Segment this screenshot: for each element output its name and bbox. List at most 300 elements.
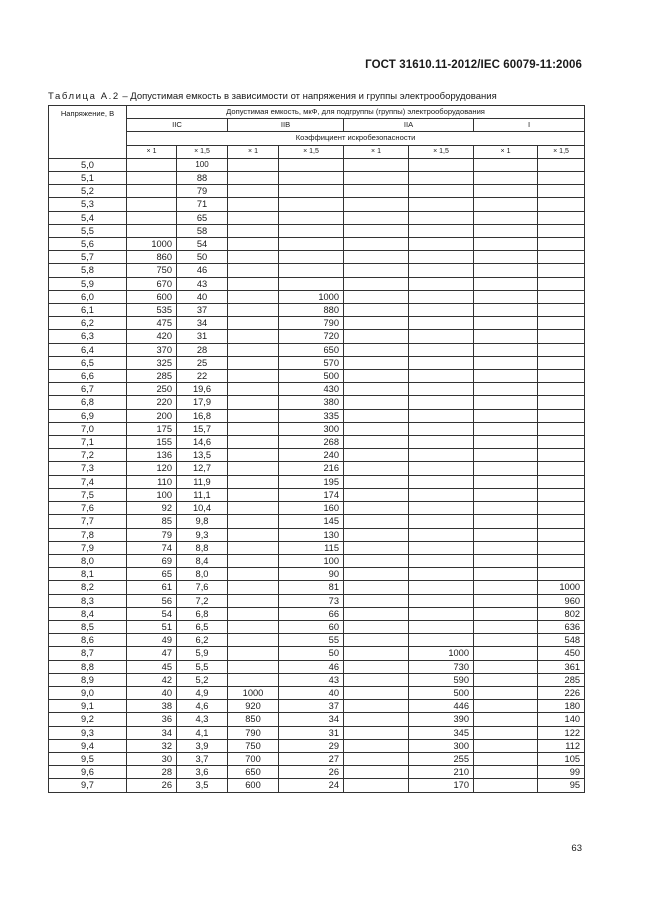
i-x15-cell: 140 bbox=[538, 713, 585, 726]
table-row bbox=[49, 304, 585, 317]
i-x15-cell bbox=[538, 554, 585, 567]
group-header-iic: IIC bbox=[127, 119, 228, 132]
iib-x1-cell: 600 bbox=[228, 779, 279, 792]
voltage-cell: 6,2 bbox=[49, 317, 127, 330]
iia-x15-cell bbox=[409, 330, 474, 343]
voltage-cell: 7,0 bbox=[49, 422, 127, 435]
table-row bbox=[49, 370, 585, 383]
i-x15-cell bbox=[538, 330, 585, 343]
iic-x15-cell: 5,9 bbox=[177, 647, 228, 660]
voltage-cell: 9,2 bbox=[49, 713, 127, 726]
table-row bbox=[49, 343, 585, 356]
iib-x1-cell bbox=[228, 620, 279, 633]
iic-x15-cell: 15,7 bbox=[177, 422, 228, 435]
iic-x1-cell bbox=[127, 172, 177, 185]
i-x15-cell: 180 bbox=[538, 700, 585, 713]
iib-x1-cell bbox=[228, 436, 279, 449]
table-row bbox=[49, 713, 585, 726]
iib-x1-cell bbox=[228, 356, 279, 369]
iia-x15-cell bbox=[409, 436, 474, 449]
iic-x15-cell: 3,6 bbox=[177, 766, 228, 779]
i-x1-cell bbox=[474, 739, 538, 752]
voltage-cell: 5,3 bbox=[49, 198, 127, 211]
iib-x15-cell: 650 bbox=[279, 343, 344, 356]
voltage-cell: 6,3 bbox=[49, 330, 127, 343]
iia-x1-cell bbox=[344, 528, 409, 541]
iia-x1-cell bbox=[344, 739, 409, 752]
voltage-cell: 9,0 bbox=[49, 686, 127, 699]
iic-x15-cell: 46 bbox=[177, 264, 228, 277]
iib-x15-cell: 880 bbox=[279, 304, 344, 317]
iib-x1-cell bbox=[228, 528, 279, 541]
iib-x15-cell: 115 bbox=[279, 541, 344, 554]
i-x1-cell bbox=[474, 488, 538, 501]
iia-x1-cell bbox=[344, 766, 409, 779]
table-header-factor bbox=[49, 132, 585, 145]
iia-x15-cell bbox=[409, 568, 474, 581]
iic-x15-cell: 11,1 bbox=[177, 488, 228, 501]
factor-header: Коэффициент искробезопасности bbox=[127, 132, 585, 145]
iia-x15-cell: 500 bbox=[409, 686, 474, 699]
iia-x15-cell: 1000 bbox=[409, 647, 474, 660]
voltage-cell: 7,2 bbox=[49, 449, 127, 462]
i-x15-cell bbox=[538, 383, 585, 396]
iib-x15-cell: 720 bbox=[279, 330, 344, 343]
i-x1-cell bbox=[474, 211, 538, 224]
iic-x1-cell bbox=[127, 224, 177, 237]
iib-x1-cell bbox=[228, 290, 279, 303]
iib-x1-cell bbox=[228, 224, 279, 237]
iia-x1-cell bbox=[344, 488, 409, 501]
iia-x1-cell bbox=[344, 660, 409, 673]
iia-x1-cell bbox=[344, 686, 409, 699]
iic-x1-cell: 65 bbox=[127, 568, 177, 581]
iia-x1-cell bbox=[344, 238, 409, 251]
iia-x15-cell: 345 bbox=[409, 726, 474, 739]
iic-x1-cell: 120 bbox=[127, 462, 177, 475]
table-row bbox=[49, 607, 585, 620]
iic-x1-cell bbox=[127, 211, 177, 224]
iic-x1-cell: 860 bbox=[127, 251, 177, 264]
iia-x15-cell: 446 bbox=[409, 700, 474, 713]
iia-x1-cell bbox=[344, 594, 409, 607]
iib-x15-cell: 90 bbox=[279, 568, 344, 581]
iic-x15-cell: 8,4 bbox=[177, 554, 228, 567]
iic-x1-cell: 28 bbox=[127, 766, 177, 779]
voltage-cell: 8,7 bbox=[49, 647, 127, 660]
iia-x15-cell bbox=[409, 185, 474, 198]
table-row bbox=[49, 700, 585, 713]
voltage-cell: 7,4 bbox=[49, 475, 127, 488]
i-x15-cell bbox=[538, 290, 585, 303]
iic-x15-cell: 40 bbox=[177, 290, 228, 303]
voltage-cell: 9,6 bbox=[49, 766, 127, 779]
i-x15-cell bbox=[538, 475, 585, 488]
i-x15-cell bbox=[538, 568, 585, 581]
iic-x1-cell: 100 bbox=[127, 488, 177, 501]
iic-x1-cell: 56 bbox=[127, 594, 177, 607]
iib-x1-cell bbox=[228, 660, 279, 673]
i-x1-cell bbox=[474, 304, 538, 317]
i-x1-cell bbox=[474, 594, 538, 607]
iic-x1-cell: 45 bbox=[127, 660, 177, 673]
iic-x15-cell: 16,8 bbox=[177, 409, 228, 422]
table-row bbox=[49, 620, 585, 633]
table-row bbox=[49, 251, 585, 264]
iib-x15-cell: 37 bbox=[279, 700, 344, 713]
table-row bbox=[49, 290, 585, 303]
i-x1-cell bbox=[474, 383, 538, 396]
iib-x1-cell bbox=[228, 238, 279, 251]
i-x1-cell bbox=[474, 515, 538, 528]
table-row bbox=[49, 277, 585, 290]
i-x1-cell bbox=[474, 554, 538, 567]
iic-x15-cell: 34 bbox=[177, 317, 228, 330]
i-x15-cell: 802 bbox=[538, 607, 585, 620]
i-x15-cell bbox=[538, 541, 585, 554]
iic-x1-cell: 74 bbox=[127, 541, 177, 554]
i-x15-cell: 112 bbox=[538, 739, 585, 752]
i-x1-cell bbox=[474, 422, 538, 435]
i-x15-cell bbox=[538, 251, 585, 264]
voltage-cell: 7,5 bbox=[49, 488, 127, 501]
voltage-cell: 9,7 bbox=[49, 779, 127, 792]
voltage-cell: 5,7 bbox=[49, 251, 127, 264]
iib-x15-cell bbox=[279, 224, 344, 237]
iic-x15-cell: 8,8 bbox=[177, 541, 228, 554]
table-row bbox=[49, 224, 585, 237]
iic-x15-cell: 71 bbox=[177, 198, 228, 211]
iia-x1-cell bbox=[344, 422, 409, 435]
iic-x1-cell: 79 bbox=[127, 528, 177, 541]
iic-x15-cell: 37 bbox=[177, 304, 228, 317]
iia-x1-cell bbox=[344, 343, 409, 356]
iia-x15-cell bbox=[409, 502, 474, 515]
i-x1-cell bbox=[474, 264, 538, 277]
iia-x1-cell bbox=[344, 634, 409, 647]
i-x1-cell bbox=[474, 436, 538, 449]
i-x15-cell: 548 bbox=[538, 634, 585, 647]
iia-x1-cell bbox=[344, 475, 409, 488]
iib-x1-cell bbox=[228, 462, 279, 475]
iib-x15-cell: 145 bbox=[279, 515, 344, 528]
table-row bbox=[49, 475, 585, 488]
voltage-cell: 7,7 bbox=[49, 515, 127, 528]
voltage-cell: 5,6 bbox=[49, 238, 127, 251]
iic-x1-cell: 475 bbox=[127, 317, 177, 330]
i-x1-cell bbox=[474, 779, 538, 792]
table-body bbox=[49, 158, 585, 792]
table-header-groups bbox=[49, 119, 585, 132]
iib-x1-cell bbox=[228, 673, 279, 686]
iia-x15-cell bbox=[409, 370, 474, 383]
iic-x1-cell: 535 bbox=[127, 304, 177, 317]
iic-x15-cell: 43 bbox=[177, 277, 228, 290]
iia-x1-cell bbox=[344, 158, 409, 171]
table-row bbox=[49, 264, 585, 277]
iia-x1-cell bbox=[344, 554, 409, 567]
i-x1-cell bbox=[474, 502, 538, 515]
iib-x15-cell bbox=[279, 251, 344, 264]
iib-x15-cell: 50 bbox=[279, 647, 344, 660]
voltage-cell: 5,9 bbox=[49, 277, 127, 290]
iia-x15-cell bbox=[409, 488, 474, 501]
voltage-cell: 9,5 bbox=[49, 752, 127, 765]
iic-x1-cell: 26 bbox=[127, 779, 177, 792]
iia-x15-cell bbox=[409, 290, 474, 303]
i-x15-cell: 122 bbox=[538, 726, 585, 739]
iic-x1-cell: 40 bbox=[127, 686, 177, 699]
voltage-cell: 8,9 bbox=[49, 673, 127, 686]
iib-x15-cell: 100 bbox=[279, 554, 344, 567]
iib-x1-cell: 1000 bbox=[228, 686, 279, 699]
iib-x15-cell bbox=[279, 277, 344, 290]
iia-x15-cell bbox=[409, 515, 474, 528]
iia-x15-cell: 730 bbox=[409, 660, 474, 673]
iic-x15-cell: 3,7 bbox=[177, 752, 228, 765]
iia-x15-cell bbox=[409, 528, 474, 541]
iic-x1-cell bbox=[127, 198, 177, 211]
iia-x1-cell bbox=[344, 462, 409, 475]
i-x1-cell bbox=[474, 528, 538, 541]
table-row bbox=[49, 739, 585, 752]
voltage-cell: 8,1 bbox=[49, 568, 127, 581]
iia-x1-cell bbox=[344, 515, 409, 528]
i-x1-cell bbox=[474, 541, 538, 554]
voltage-cell: 8,6 bbox=[49, 634, 127, 647]
iia-x1-cell bbox=[344, 449, 409, 462]
iic-x15-cell: 3,9 bbox=[177, 739, 228, 752]
table-row bbox=[49, 211, 585, 224]
iib-x1-cell bbox=[228, 277, 279, 290]
iic-x15-cell: 4,1 bbox=[177, 726, 228, 739]
i-x1-cell bbox=[474, 700, 538, 713]
table-row bbox=[49, 502, 585, 515]
voltage-cell: 6,7 bbox=[49, 383, 127, 396]
iib-x15-cell: 216 bbox=[279, 462, 344, 475]
iic-x1-cell: 175 bbox=[127, 422, 177, 435]
iib-x1-cell bbox=[228, 449, 279, 462]
i-x1-cell bbox=[474, 158, 538, 171]
iib-x1-cell bbox=[228, 251, 279, 264]
iia-x1-cell bbox=[344, 251, 409, 264]
iib-x15-cell: 46 bbox=[279, 660, 344, 673]
iic-x15-cell: 4,9 bbox=[177, 686, 228, 699]
table-row bbox=[49, 634, 585, 647]
iic-x15-cell: 17,9 bbox=[177, 396, 228, 409]
iib-x1-cell bbox=[228, 568, 279, 581]
voltage-cell: 7,8 bbox=[49, 528, 127, 541]
i-x15-cell bbox=[538, 528, 585, 541]
iib-x15-cell: 1000 bbox=[279, 290, 344, 303]
table-row bbox=[49, 568, 585, 581]
iib-x1-cell bbox=[228, 554, 279, 567]
iib-x1-cell bbox=[228, 488, 279, 501]
iia-x15-cell bbox=[409, 449, 474, 462]
iic-x15-cell: 12,7 bbox=[177, 462, 228, 475]
iib-x1-cell bbox=[228, 634, 279, 647]
iib-x15-cell: 31 bbox=[279, 726, 344, 739]
i-x15-cell bbox=[538, 356, 585, 369]
factor-cell: × 1 bbox=[228, 145, 279, 158]
iic-x1-cell: 285 bbox=[127, 370, 177, 383]
table-row bbox=[49, 462, 585, 475]
voltage-cell: 6,0 bbox=[49, 290, 127, 303]
i-x1-cell bbox=[474, 238, 538, 251]
iia-x15-cell bbox=[409, 198, 474, 211]
capacity-header: Допустимая емкость, мкФ, для подгруппы (группы) электрооборудования bbox=[127, 106, 585, 119]
iic-x15-cell: 50 bbox=[177, 251, 228, 264]
iic-x15-cell: 14,6 bbox=[177, 436, 228, 449]
iic-x1-cell bbox=[127, 185, 177, 198]
iib-x15-cell: 195 bbox=[279, 475, 344, 488]
iia-x15-cell bbox=[409, 158, 474, 171]
table-row bbox=[49, 541, 585, 554]
iic-x15-cell: 54 bbox=[177, 238, 228, 251]
i-x1-cell bbox=[474, 607, 538, 620]
iic-x1-cell: 600 bbox=[127, 290, 177, 303]
iic-x15-cell: 11,9 bbox=[177, 475, 228, 488]
table-row bbox=[49, 436, 585, 449]
iic-x1-cell bbox=[127, 158, 177, 171]
iia-x15-cell bbox=[409, 277, 474, 290]
iia-x15-cell: 390 bbox=[409, 713, 474, 726]
iib-x1-cell bbox=[228, 594, 279, 607]
table-header-row-1 bbox=[49, 106, 585, 119]
i-x1-cell bbox=[474, 462, 538, 475]
iic-x1-cell: 92 bbox=[127, 502, 177, 515]
document-header: ГОСТ 31610.11-2012/IEC 60079-11:2006 bbox=[365, 59, 582, 71]
iia-x15-cell bbox=[409, 343, 474, 356]
iic-x1-cell: 155 bbox=[127, 436, 177, 449]
iib-x15-cell bbox=[279, 158, 344, 171]
iia-x15-cell: 210 bbox=[409, 766, 474, 779]
i-x1-cell bbox=[474, 713, 538, 726]
table-caption-label: Таблица А.2 bbox=[48, 91, 120, 102]
iic-x15-cell: 25 bbox=[177, 356, 228, 369]
i-x1-cell bbox=[474, 647, 538, 660]
iic-x1-cell: 36 bbox=[127, 713, 177, 726]
iic-x1-cell: 370 bbox=[127, 343, 177, 356]
table-row bbox=[49, 554, 585, 567]
i-x15-cell bbox=[538, 436, 585, 449]
table-row bbox=[49, 198, 585, 211]
iib-x15-cell: 43 bbox=[279, 673, 344, 686]
iia-x15-cell bbox=[409, 172, 474, 185]
voltage-cell: 6,1 bbox=[49, 304, 127, 317]
i-x15-cell: 361 bbox=[538, 660, 585, 673]
iia-x1-cell bbox=[344, 304, 409, 317]
voltage-cell: 9,1 bbox=[49, 700, 127, 713]
iia-x1-cell bbox=[344, 541, 409, 554]
iib-x15-cell: 268 bbox=[279, 436, 344, 449]
i-x15-cell: 960 bbox=[538, 594, 585, 607]
i-x15-cell bbox=[538, 409, 585, 422]
table-row bbox=[49, 172, 585, 185]
iic-x1-cell: 200 bbox=[127, 409, 177, 422]
voltage-cell: 6,8 bbox=[49, 396, 127, 409]
factor-cell: × 1,5 bbox=[279, 145, 344, 158]
iic-x1-cell: 51 bbox=[127, 620, 177, 633]
iib-x1-cell bbox=[228, 198, 279, 211]
iic-x15-cell: 88 bbox=[177, 172, 228, 185]
iia-x15-cell bbox=[409, 634, 474, 647]
iia-x15-cell bbox=[409, 238, 474, 251]
iia-x1-cell bbox=[344, 502, 409, 515]
table-row bbox=[49, 594, 585, 607]
iia-x1-cell bbox=[344, 317, 409, 330]
iia-x1-cell bbox=[344, 700, 409, 713]
iia-x15-cell bbox=[409, 620, 474, 633]
iib-x1-cell bbox=[228, 541, 279, 554]
iib-x1-cell bbox=[228, 607, 279, 620]
iia-x1-cell bbox=[344, 779, 409, 792]
iib-x15-cell: 300 bbox=[279, 422, 344, 435]
iic-x1-cell: 38 bbox=[127, 700, 177, 713]
iia-x15-cell bbox=[409, 607, 474, 620]
i-x1-cell bbox=[474, 224, 538, 237]
i-x1-cell bbox=[474, 343, 538, 356]
iic-x1-cell: 42 bbox=[127, 673, 177, 686]
iib-x15-cell: 81 bbox=[279, 581, 344, 594]
iib-x15-cell: 40 bbox=[279, 686, 344, 699]
voltage-cell: 8,4 bbox=[49, 607, 127, 620]
iia-x15-cell: 255 bbox=[409, 752, 474, 765]
iib-x15-cell: 174 bbox=[279, 488, 344, 501]
iia-x1-cell bbox=[344, 752, 409, 765]
iic-x1-cell: 30 bbox=[127, 752, 177, 765]
voltage-cell: 8,8 bbox=[49, 660, 127, 673]
factor-cell: × 1,5 bbox=[177, 145, 228, 158]
iia-x15-cell bbox=[409, 264, 474, 277]
iia-x1-cell bbox=[344, 330, 409, 343]
iib-x15-cell bbox=[279, 185, 344, 198]
iic-x15-cell: 13,5 bbox=[177, 449, 228, 462]
iib-x15-cell bbox=[279, 198, 344, 211]
voltage-cell: 9,4 bbox=[49, 739, 127, 752]
iib-x1-cell bbox=[228, 581, 279, 594]
table-row bbox=[49, 317, 585, 330]
i-x15-cell bbox=[538, 343, 585, 356]
iia-x15-cell bbox=[409, 317, 474, 330]
factor-cell: × 1 bbox=[344, 145, 409, 158]
iib-x1-cell bbox=[228, 264, 279, 277]
voltage-cell: 5,5 bbox=[49, 224, 127, 237]
table-header-factors bbox=[49, 145, 585, 158]
table-row bbox=[49, 752, 585, 765]
iia-x15-cell: 590 bbox=[409, 673, 474, 686]
iia-x1-cell bbox=[344, 396, 409, 409]
i-x15-cell: 450 bbox=[538, 647, 585, 660]
iic-x15-cell: 9,3 bbox=[177, 528, 228, 541]
i-x15-cell: 95 bbox=[538, 779, 585, 792]
table-row bbox=[49, 185, 585, 198]
voltage-cell: 7,6 bbox=[49, 502, 127, 515]
i-x1-cell bbox=[474, 475, 538, 488]
iia-x1-cell bbox=[344, 647, 409, 660]
i-x15-cell bbox=[538, 462, 585, 475]
i-x1-cell bbox=[474, 356, 538, 369]
i-x15-cell bbox=[538, 264, 585, 277]
iia-x1-cell bbox=[344, 264, 409, 277]
iia-x1-cell bbox=[344, 581, 409, 594]
iib-x15-cell: 130 bbox=[279, 528, 344, 541]
i-x15-cell bbox=[538, 449, 585, 462]
voltage-cell: 5,1 bbox=[49, 172, 127, 185]
i-x15-cell: 99 bbox=[538, 766, 585, 779]
table-row bbox=[49, 686, 585, 699]
iia-x1-cell bbox=[344, 383, 409, 396]
